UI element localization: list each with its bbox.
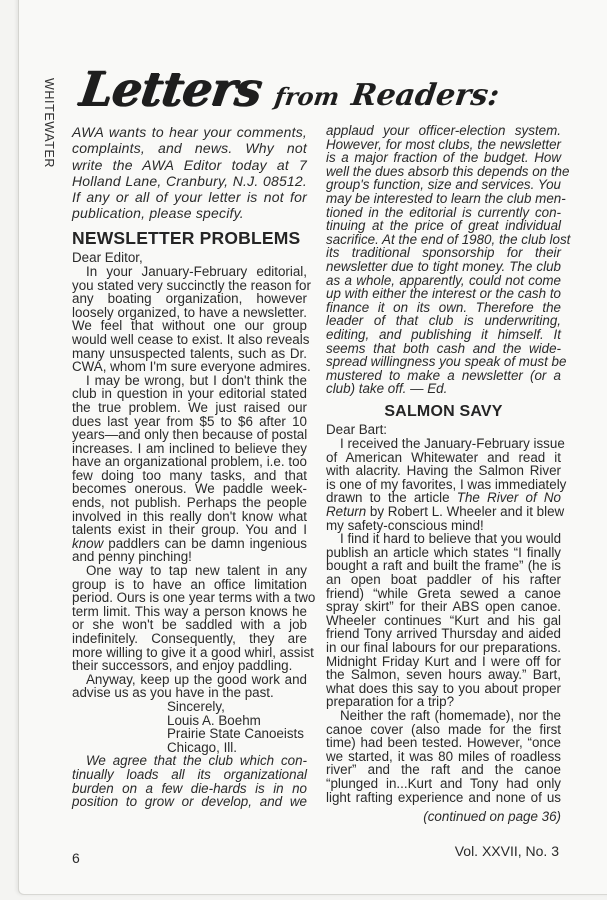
text-line: spread willingness you speak of must be <box>326 354 567 370</box>
text-line: Wheeler continues “Kurt and his gal <box>326 612 561 628</box>
emphasis-know: know <box>72 535 104 551</box>
text-line: group is to have an office limitation <box>72 576 307 592</box>
text-line: is one of my favorites, I was immediately <box>326 476 567 492</box>
editor-reply-part1 <box>72 754 307 808</box>
text-line: I received the January-February issue <box>340 436 565 452</box>
continued-note: (continued on page 36) <box>423 809 561 825</box>
text-line: and penny pinching! <box>72 549 192 565</box>
text-line: preparation for a trip? <box>326 694 455 710</box>
text-line: we started, it was 80 miles of roadless <box>326 748 561 764</box>
text-line: in our final labours for our preparations. <box>326 639 561 655</box>
salutation: Dear Bart: <box>326 422 388 438</box>
text-line: advise us as you have in the past. <box>72 685 274 701</box>
text-line: any boating organization, however <box>72 291 307 307</box>
text-line: publication, please specify. <box>72 205 244 222</box>
text-line: One way to tap new talent in any <box>86 563 307 579</box>
text-line <box>72 537 307 551</box>
intro-note <box>72 124 307 222</box>
volume-issue: Vol. XXVII, No. 3 <box>454 843 559 859</box>
text-line: Neither the raft (homemade), nor the <box>340 707 561 723</box>
article-title: The River of No <box>456 490 561 506</box>
text-line: ends, not publish. Perhaps the people <box>72 495 307 511</box>
signature-closing: Sincerely, <box>167 698 225 714</box>
text-line: canoe cover (also made for the first <box>326 721 561 737</box>
text-line: tioned in the editorial is currently con- <box>326 204 561 220</box>
text-line: period. Ours is one year terms with a two <box>72 590 316 606</box>
text-line: more willing to give it a good whirl, assist <box>72 644 314 660</box>
text-line: would well cease to exist. It also reveals <box>72 331 310 347</box>
text-line: club) take off. — Ed. <box>326 381 448 397</box>
text-line: We agree that the club which con- <box>86 753 307 769</box>
text-line: many unsuspected talents, such as Dr. <box>72 345 307 361</box>
text-line: what does this say to you about proper <box>326 680 561 696</box>
text-fragment: paddlers can be damn ingenious <box>103 535 307 551</box>
section-title <box>76 62 502 117</box>
text-line: Midnight Friday Kurt and I were off for <box>326 653 561 669</box>
editor-reply-part2 <box>326 123 571 397</box>
text-line: seems that both cash and the wide- <box>326 340 561 356</box>
text-line: club in question in your editorial stated <box>72 386 307 402</box>
text-line: with alacrity. Having the Salmon River <box>326 463 561 479</box>
text-line: you stated very succinctly the reason for <box>72 277 311 293</box>
text-line: I find it hard to believe that you would <box>340 531 562 547</box>
text-line: my safety-conscious mind! <box>326 517 484 533</box>
text-line: Holland Lane, Cranbury, N.J. 08512. <box>72 172 307 189</box>
text-line: finance it on its own. Therefore the <box>326 299 561 315</box>
text-line: In your January-February editorial, <box>86 263 307 279</box>
text-line: friend Tony arrived Thursday and aided <box>326 626 561 642</box>
text-line: newsletter due to tight money. The club <box>326 258 561 274</box>
text-line: light rafting experience and none of us <box>326 789 561 805</box>
text-line: mustered to make a newsletter (or a <box>326 367 561 383</box>
text-line: river” and the raft and the canoe <box>326 762 561 778</box>
text-line: applaud your officer-election system. <box>326 123 561 138</box>
text-line: their successors, and enjoy paddling. <box>72 658 293 674</box>
text-line: as a whole, apparently, could not come <box>326 272 561 288</box>
text-line: AWA wants to hear your comments, <box>72 124 307 140</box>
text-line: However, for most clubs, the newsletter <box>326 136 561 152</box>
text-line: term limit. This way a person knows he <box>72 603 307 619</box>
text-line: leader of that club is underwriting, <box>326 313 561 329</box>
heading-newsletter-problems: NEWSLETTER PROBLEMS <box>72 227 301 248</box>
right-column <box>326 123 571 825</box>
text-line: have an organizational problem, i.e. too <box>72 454 307 470</box>
text-line <box>326 504 565 520</box>
heading-salmon-savy: SALMON SAVY <box>384 402 503 420</box>
salutation: Dear Editor, <box>72 250 143 266</box>
text-line: few doing too many tasks, and that <box>72 467 307 483</box>
text-line: years—and only then because of postal <box>72 427 308 443</box>
text-line: its traditional sponsorship for their <box>326 245 561 261</box>
text-fragment: by Robert L. Wheeler and it blew <box>366 504 565 520</box>
text-line: involved in this really don't know what <box>72 508 307 524</box>
text-line: publish an article which states “I finally <box>326 544 561 560</box>
text-fragment: drawn to the article <box>326 490 457 506</box>
letter-newsletter-problems <box>72 250 316 810</box>
text-line: of American Whitewater and read it <box>326 449 561 465</box>
article-title-cont: Return <box>326 504 367 520</box>
text-line: increases. I am inclined to believe they <box>72 440 307 456</box>
page-number: 6 <box>72 850 80 866</box>
text-line: burden on a few die-hards is in no <box>72 780 307 796</box>
text-line: time) had been tested. However, “once <box>326 735 561 751</box>
text-line: friend) “while Greta sewed a canoe <box>326 585 561 601</box>
text-line: is a major fraction of the budget. How <box>326 150 561 166</box>
text-line: “plunged in...Kurt and Tony had only <box>326 775 561 791</box>
text-line: becomes onerous. We paddle week- <box>72 481 307 497</box>
text-line: an open boat paddler of his rafter <box>326 572 561 587</box>
signature-club: Prairie State Canoeists <box>167 726 304 742</box>
text-line: spray skirt” for their ABS open canoe. <box>326 599 561 615</box>
text-line: tinuing at the price of great individual <box>326 218 561 234</box>
text-line: up with either the interest or the cash to <box>326 286 561 302</box>
text-line: Anyway, keep up the good work and <box>86 671 307 687</box>
text-line: complaints, and news. Why not <box>72 140 307 157</box>
text-line: I may be wrong, but I don't think the <box>86 372 307 388</box>
text-line: loosely organized, to have a newsletter. <box>72 304 307 320</box>
text-line: CWA, whom I'm sure everyone admires. <box>72 359 311 375</box>
text-line: well the dues absorb this depends on the <box>326 163 570 179</box>
text-line: We feel that without one our group <box>72 318 307 334</box>
text-line: sacrifice. At the end of 1980, the club lost <box>326 231 571 247</box>
text-line: indefinitely. Consequently, they are <box>72 631 307 646</box>
title-letters: Letters <box>76 62 265 117</box>
left-column <box>72 124 316 810</box>
text-line: the Salmon, seven hours away.” Bart, <box>326 667 561 683</box>
text-line: or she won't be saddled with a job <box>72 617 307 633</box>
running-head: WHITEWATER <box>42 78 56 169</box>
title-readers: Readers: <box>349 78 502 113</box>
text-line: dues last year from $5 to $6 after 10 <box>72 413 307 429</box>
signature-city: Chicago, Ill. <box>167 739 237 755</box>
letter-salmon-savy <box>326 422 567 825</box>
text-line: position to grow or develop, and we <box>72 794 307 810</box>
text-line: talents exist in their group. You and I <box>72 522 307 538</box>
text-line: group's function, size and services. You <box>326 177 561 193</box>
text-line: may be interested to learn the club men- <box>326 190 566 206</box>
signature-name: Louis A. Boehm <box>167 712 261 728</box>
text-line: bought a raft and built the frame” (he is <box>326 558 561 574</box>
text-line: If any or all of your letter is not for <box>72 189 307 206</box>
text-line: write the AWA Editor today at 7 <box>72 156 307 173</box>
title-from: from <box>272 82 342 111</box>
text-line: tinually loads all its organizational <box>72 766 307 782</box>
text-line <box>326 491 561 505</box>
text-line: the true problem. We just raised our <box>72 399 307 415</box>
text-line: editing, and publishing it himself. It <box>326 326 561 342</box>
title-subtitle <box>272 78 501 113</box>
